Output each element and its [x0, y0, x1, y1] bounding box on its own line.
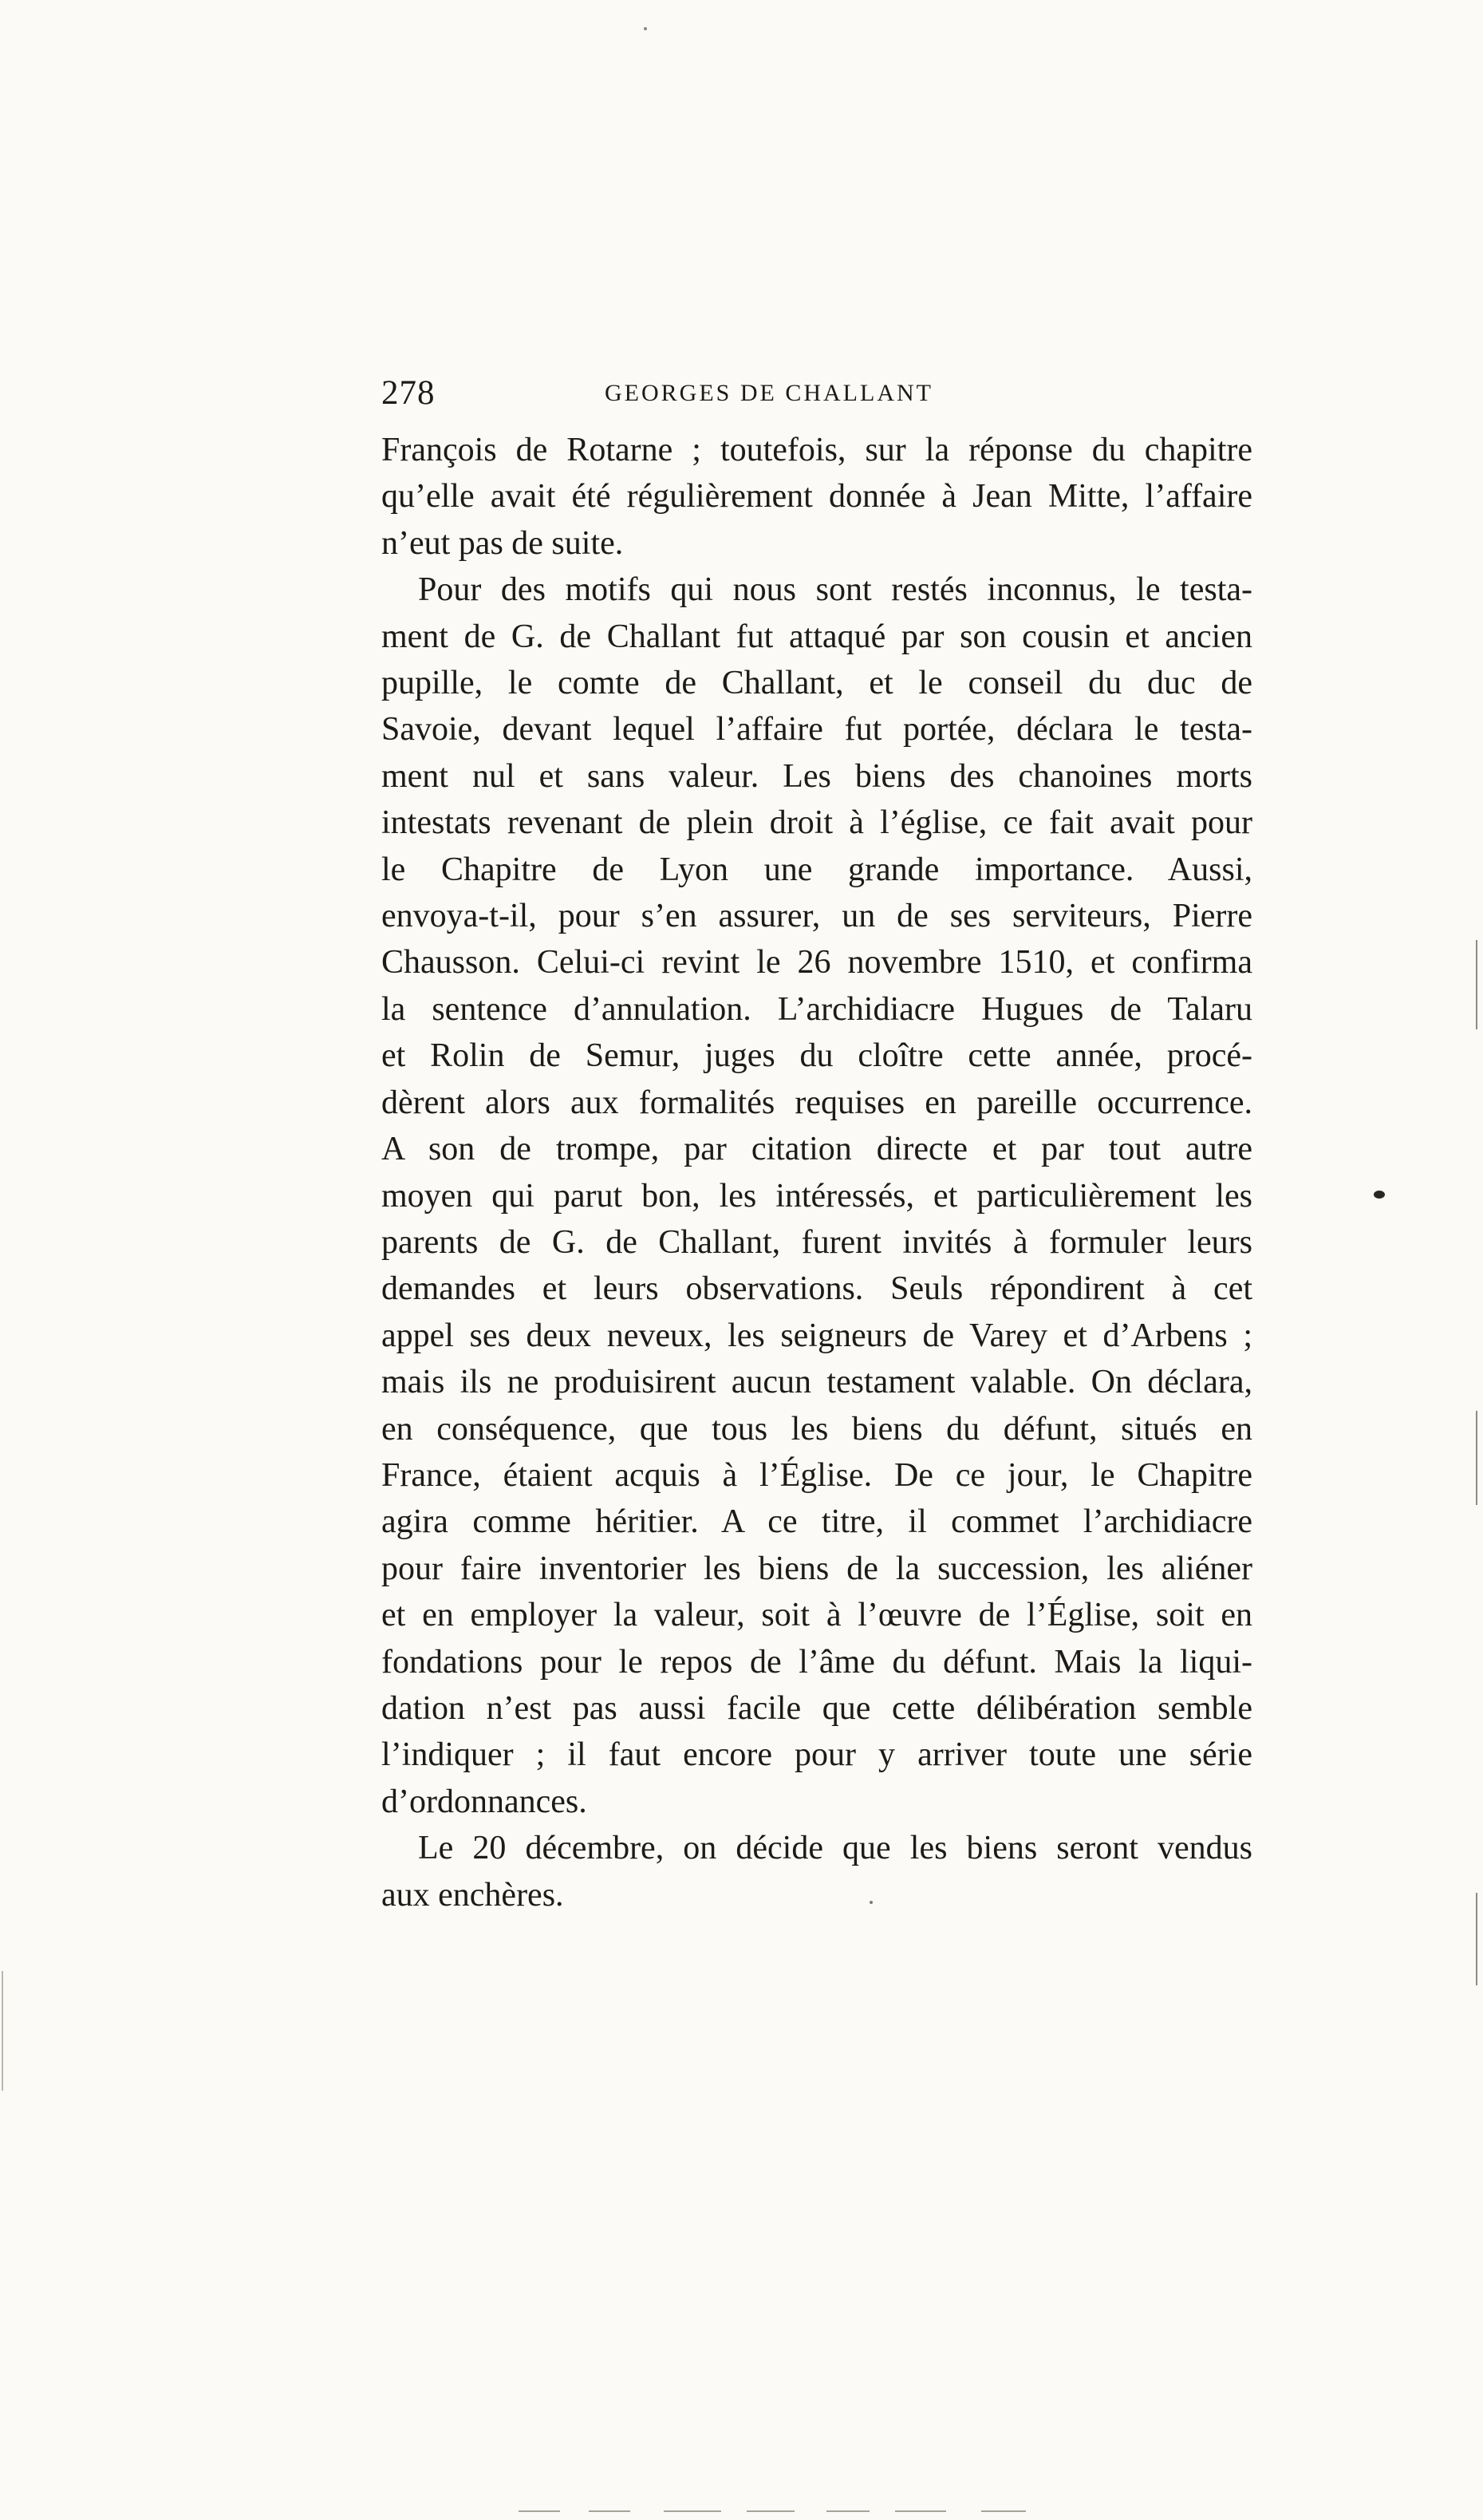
ink-speck: [644, 27, 647, 30]
text-line: moyen qui parut bon, les intéressés, et particulièrement les: [381, 1177, 1252, 1215]
scan-bottom-rule: [747, 2510, 795, 2512]
text-line: qu’elle avait été régulièrement donnée à Jean Mitte, l’affaire: [381, 478, 1252, 515]
text-line: le Chapitre de Lyon une grande importance. Aussi,: [381, 851, 1252, 888]
scan-bottom-rule: [519, 2510, 560, 2512]
scan-bottom-rule: [664, 2510, 721, 2512]
text-line: France, étaient acquis à l’Église. De ce jour, le Chapitre: [381, 1456, 1252, 1494]
scan-bottom-rule: [826, 2510, 870, 2512]
running-head: [381, 365, 1252, 421]
scan-edge-mark: [2, 1971, 3, 2091]
text-line: mais ils ne produisirent aucun testament valable. On déclara,: [381, 1364, 1252, 1401]
text-line: ment de G. de Challant fut attaqué par son cousin et ancien: [381, 618, 1252, 655]
scan-bottom-rule: [589, 2510, 630, 2512]
text-line: Savoie, devant lequel l’affaire fut portée, déclara le testa-: [381, 711, 1252, 748]
text-line: la sentence d’annulation. L’archidiacre Hugues de Talaru: [381, 990, 1252, 1028]
text-line: et Rolin de Semur, juges du cloître cette année, procé-: [381, 1037, 1252, 1075]
scan-bottom-rule: [981, 2510, 1026, 2512]
text-line: appel ses deux neveux, les seigneurs de Varey et d’Arbens ;: [381, 1317, 1252, 1354]
text-line: agira comme héritier. A ce titre, il commet l’archidiacre: [381, 1503, 1252, 1541]
text-line: n’eut pas de suite.: [381, 524, 624, 562]
running-title: GEORGES DE CHALLANT: [605, 380, 933, 406]
text-line: fondations pour le repos de l’âme du défunt. Mais la liqui-: [381, 1643, 1252, 1681]
scan-edge-mark: [1476, 1411, 1477, 1505]
text-line: envoya-t-il, pour s’en assurer, un de ses serviteurs, Pierre: [381, 898, 1252, 935]
text-line: aux enchères.: [381, 1876, 564, 1914]
body-text: [381, 427, 1252, 1918]
scan-bottom-rule: [895, 2510, 946, 2512]
text-line: ment nul et sans valeur. Les biens des chanoines morts: [381, 757, 1252, 795]
text-line: dèrent alors aux formalités requises en pareille occurrence.: [381, 1084, 1252, 1121]
text-line: A son de trompe, par citation directe et par tout autre: [381, 1131, 1252, 1168]
text-line: Pour des motifs qui nous sont restés inconnus, le testa-: [418, 571, 1252, 609]
text-line: Chausson. Celui-ci revint le 26 novembre 1510, et confirma: [381, 944, 1252, 982]
text-line: pupille, le comte de Challant, et le conseil du duc de: [381, 665, 1252, 702]
scan-edge-mark: [1476, 1893, 1477, 1985]
paragraph: [381, 427, 1252, 567]
paragraph: [381, 1825, 1252, 1918]
text-line: François de Rotarne ; toutefois, sur la réponse du chapitre: [381, 432, 1252, 468]
text-line: l’indiquer ; il faut encore pour y arriver toute une série: [381, 1736, 1252, 1774]
text-line: parents de G. de Challant, furent invités à formuler leurs: [381, 1223, 1252, 1261]
text-line: demandes et leurs observations. Seuls répondirent à cet: [381, 1270, 1252, 1308]
page-number: 278: [381, 374, 436, 412]
text-line: dation n’est pas aussi facile que cette délibération semble: [381, 1689, 1252, 1727]
ink-speck: [870, 1901, 873, 1904]
text-line: pour faire inventorier les biens de la succession, les aliéner: [381, 1550, 1252, 1587]
text-line: intestats revenant de plein droit à l’église, ce fait avait pour: [381, 804, 1252, 842]
text-line: en conséquence, que tous les biens du défunt, situés en: [381, 1410, 1252, 1448]
scan-edge-mark: [1476, 940, 1477, 1029]
text-line: Le 20 décembre, on décide que les biens seront vendus: [418, 1830, 1252, 1867]
ink-speck: [1374, 1191, 1385, 1199]
text-line: et en employer la valeur, soit à l’œuvre de l’Église, soit en: [381, 1597, 1252, 1634]
text-line: d’ordonnances.: [381, 1783, 587, 1820]
paragraph: [381, 567, 1252, 1825]
